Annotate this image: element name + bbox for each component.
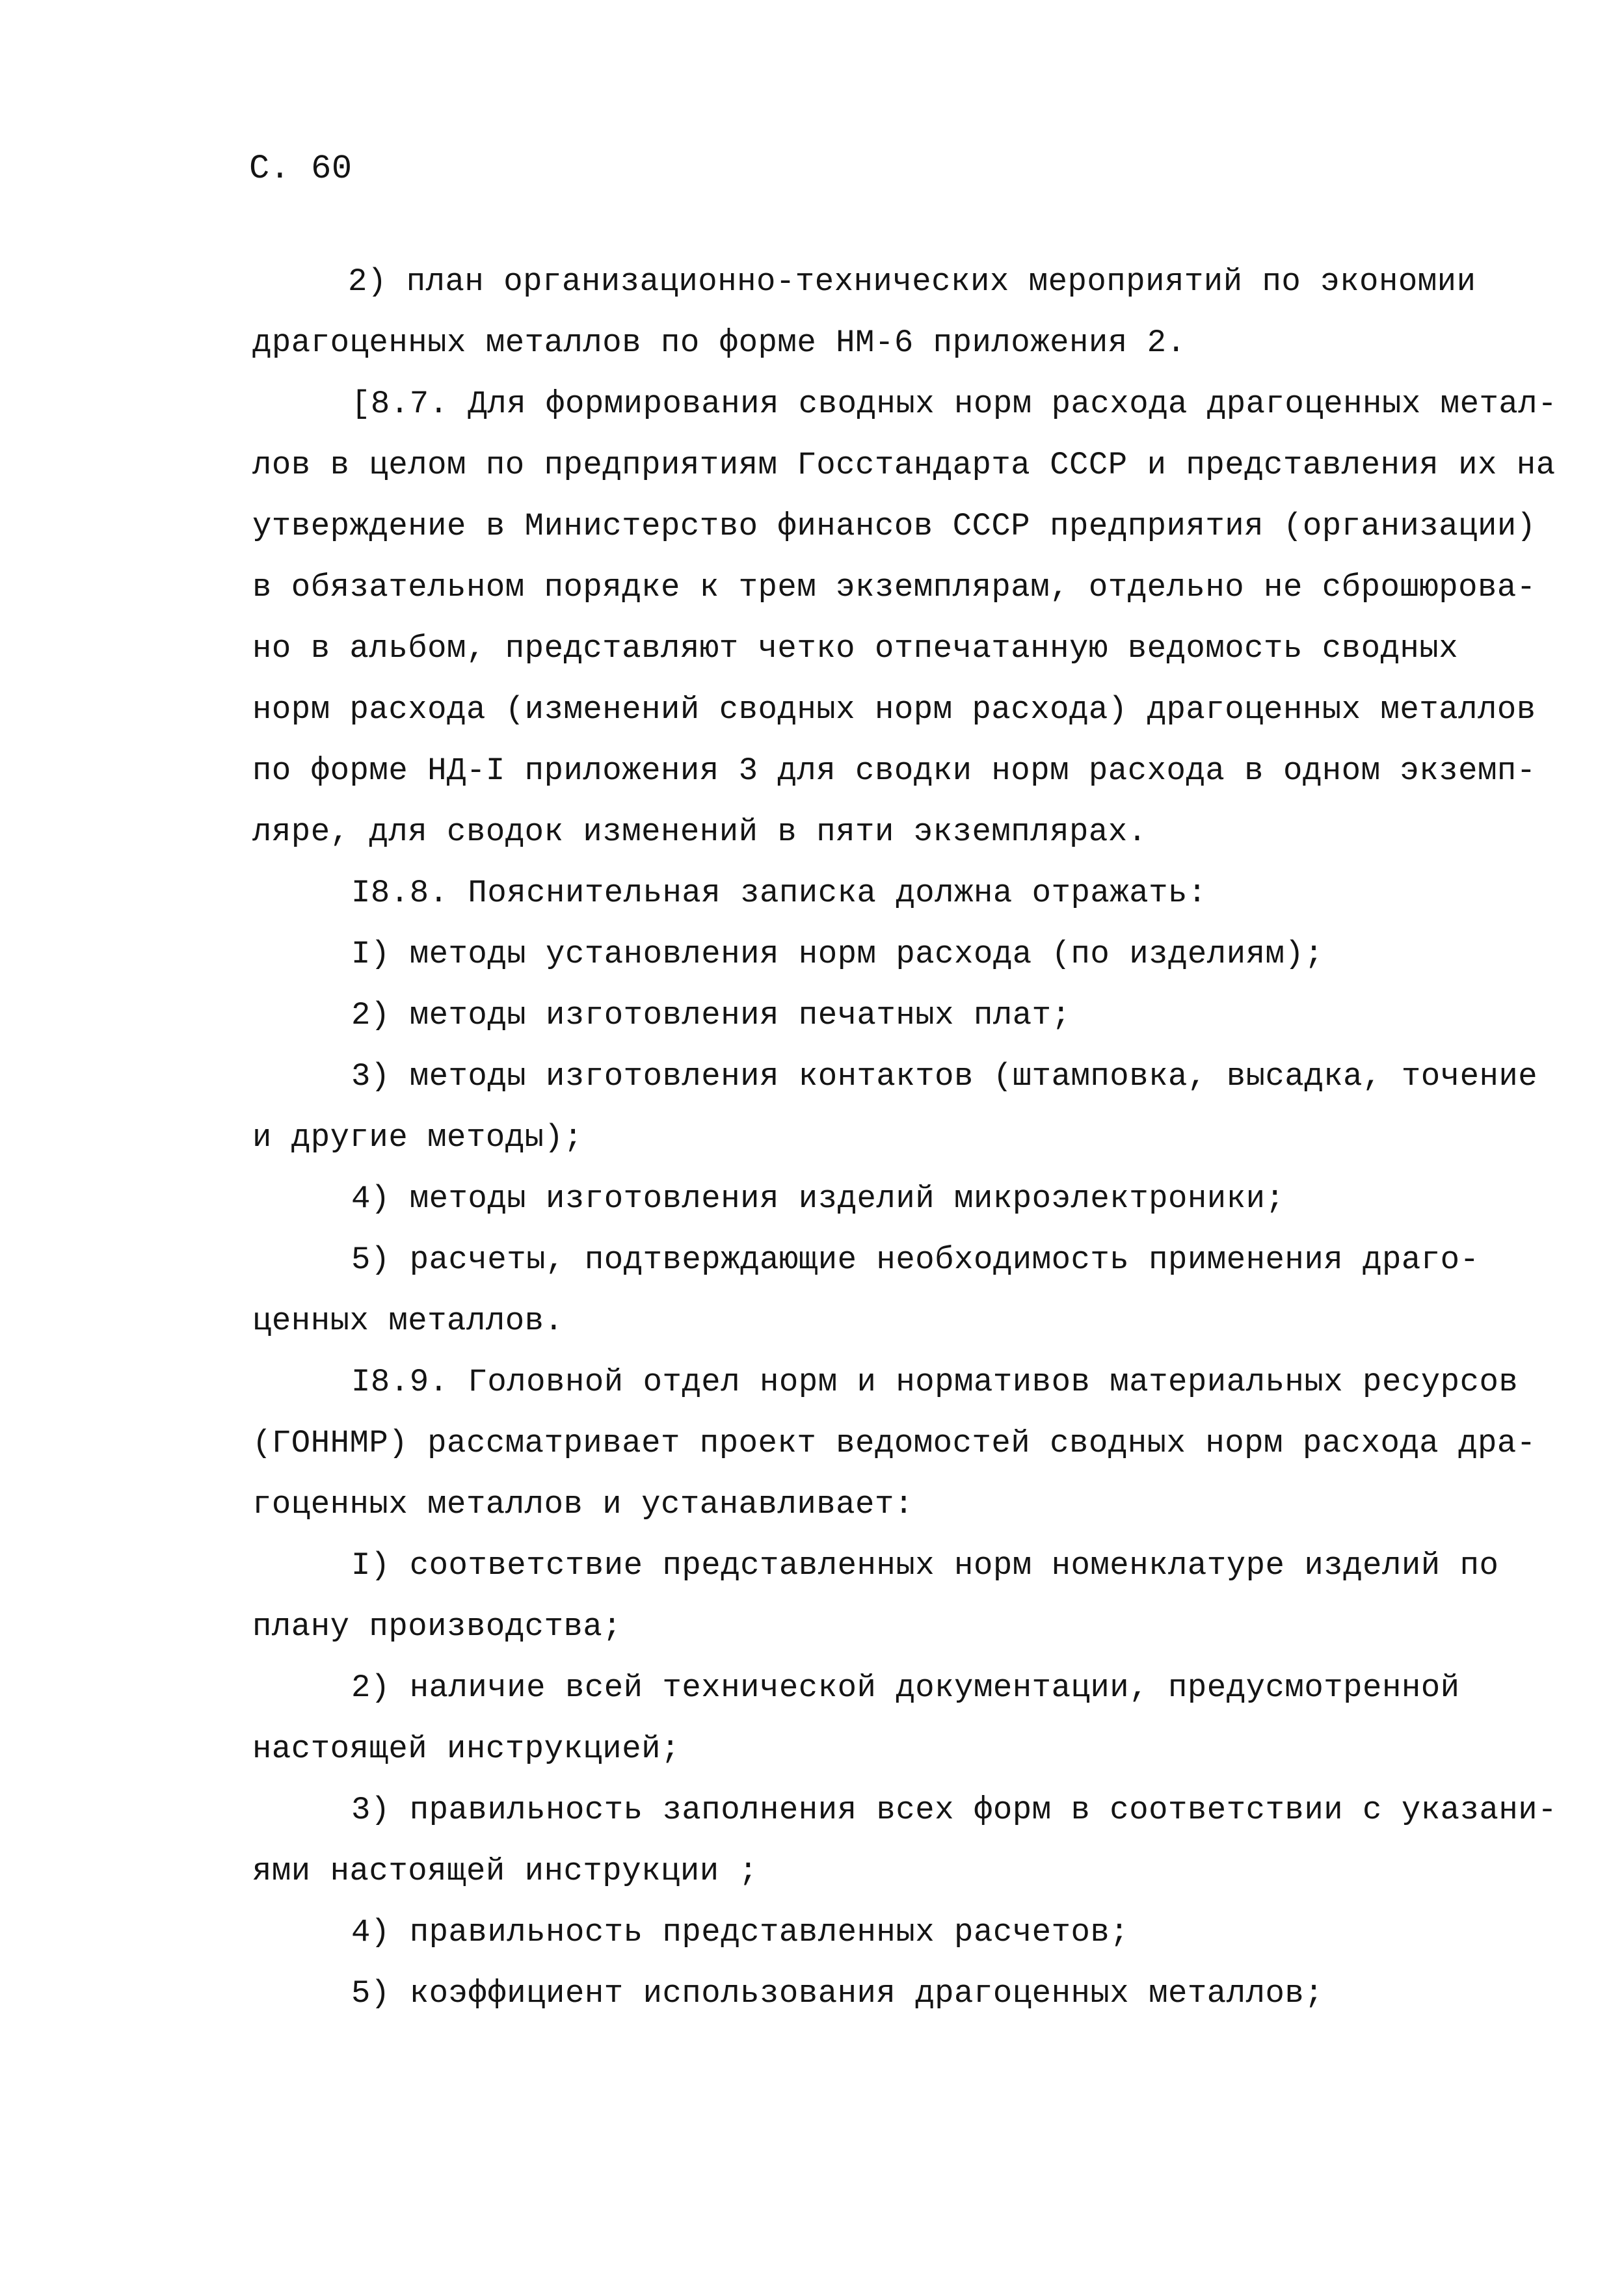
text-line: [8.7. Для формирования сводных норм расхода драгоценных метал- bbox=[351, 386, 1558, 422]
text-line: по форме НД-I приложения 3 для сводки норм расхода в одном экземп- bbox=[252, 752, 1536, 789]
text-line: 2) план организационно-технических мероприятий по экономии bbox=[348, 263, 1476, 300]
text-line: 4) методы изготовления изделий микроэлектроники; bbox=[351, 1180, 1285, 1217]
text-line: 4) правильность представленных расчетов; bbox=[351, 1914, 1130, 1950]
text-line: 5) коэффициент использования драгоценных металлов; bbox=[351, 1975, 1324, 2012]
text-line: (ГОННМР) рассматривает проект ведомостей сводных норм расхода дра- bbox=[252, 1425, 1536, 1461]
text-line: утверждение в Министерство финансов СССР предприятия (организации) bbox=[252, 508, 1536, 544]
text-line: 5) расчеты, подтверждающие необходимость применения драго- bbox=[351, 1242, 1480, 1278]
text-line: но в альбом, представляют четко отпечатанную ведомость сводных bbox=[252, 630, 1459, 667]
text-line: I8.8. Пояснительная записка должна отражать: bbox=[351, 875, 1207, 911]
text-line: и другие методы); bbox=[252, 1119, 583, 1156]
text-line: I8.9. Головной отдел норм и нормативов материальных ресурсов bbox=[351, 1364, 1519, 1400]
text-line: 2) наличие всей технической документации, предусмотренной bbox=[351, 1669, 1460, 1706]
text-line: ляре, для сводок изменений в пяти экземплярах. bbox=[252, 814, 1147, 850]
text-line: плану производства; bbox=[252, 1608, 622, 1645]
text-line: I) методы установления норм расхода (по изделиям); bbox=[351, 936, 1324, 972]
text-line: норм расхода (изменений сводных норм расхода) драгоценных металлов bbox=[252, 691, 1536, 728]
text-line: ценных металлов. bbox=[252, 1303, 564, 1339]
text-line: гоценных металлов и устанавливает: bbox=[252, 1486, 914, 1523]
text-line: I) соответствие представленных норм номенклатуре изделий по bbox=[351, 1547, 1499, 1584]
text-line: 3) методы изготовления контактов (штамповка, высадка, точение bbox=[351, 1058, 1538, 1095]
text-line: в обязательном порядке к трем экземплярам, отдельно не сброшюрова- bbox=[252, 569, 1536, 605]
text-line: 2) методы изготовления печатных плат; bbox=[351, 997, 1071, 1033]
text-line: лов в целом по предприятиям Госстандарта СССР и представления их на bbox=[252, 447, 1556, 483]
text-line: драгоценных металлов по форме НМ-6 приложения 2. bbox=[252, 325, 1186, 361]
text-line: настоящей инструкцией; bbox=[252, 1731, 680, 1767]
text-line: 3) правильность заполнения всех форм в соответствии с указани- bbox=[351, 1792, 1558, 1828]
page-number: С. 60 bbox=[249, 150, 353, 188]
text-line: ями настоящей инструкции ; bbox=[252, 1853, 758, 1889]
